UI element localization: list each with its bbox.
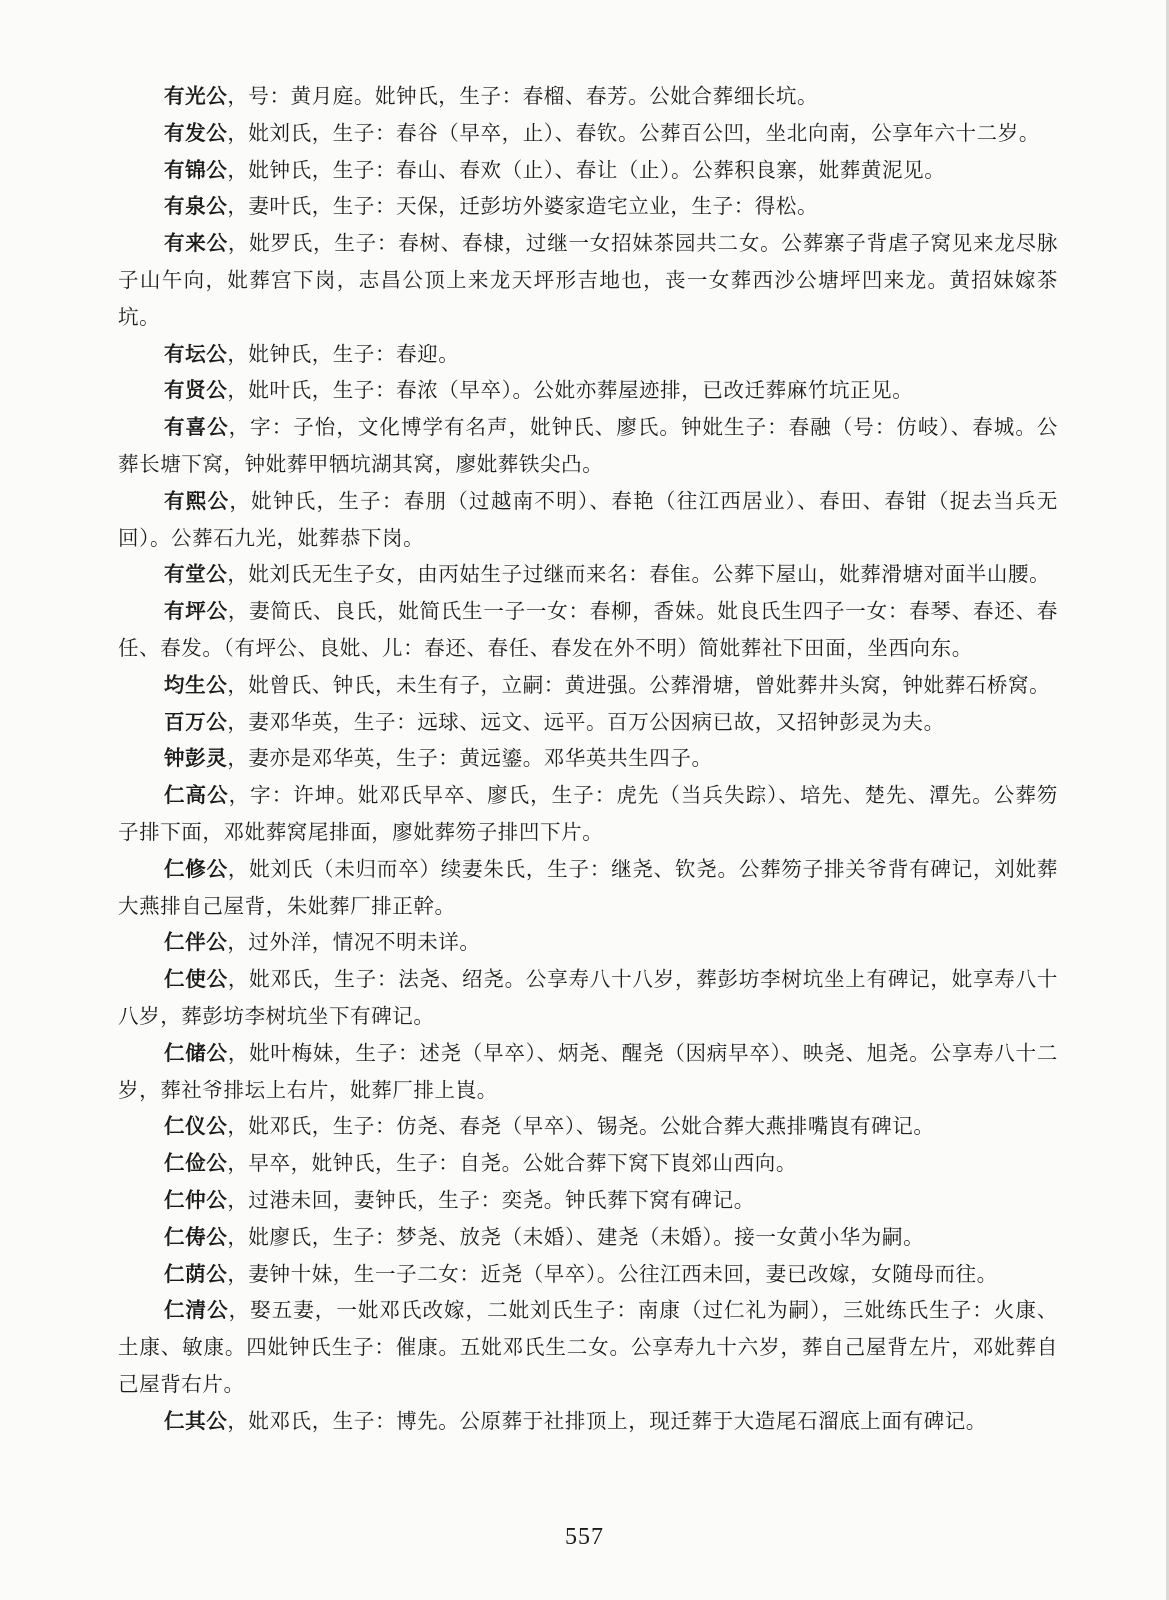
- entry-text: ，妻亦是邓华英，生子：黄远鎏。邓华英共生四子。: [227, 746, 713, 771]
- entry-text: ，字：子怡，文化博学有名声，妣钟氏、廖氏。钟妣生子：春融（号：仿岐）、春城。公葬长塘下窝，钟妣葬甲牺坑湖其窝，廖妣葬铁尖凸。: [118, 415, 1058, 476]
- genealogy-entry: [118, 1256, 1058, 1293]
- entry-person-name: 有锦公: [164, 157, 228, 182]
- genealogy-entry: [118, 115, 1058, 152]
- genealogy-text-body: [118, 78, 1058, 1439]
- entry-person-name: 有贤公: [164, 378, 228, 403]
- entry-person-name: 仁荫公: [164, 1261, 228, 1286]
- entry-text: ，字：许坤。妣邓氏早卒、廖氏，生子：虎先（当兵失踪）、培先、楚先、潭先。公葬笏子排下面，邓妣葬窝尾排面，廖妣葬笏子排凹下片。: [118, 783, 1058, 844]
- entry-text: ，妣刘氏，生子：春谷（早卒，止）、春钦。公葬百公凹，坐北向南，公享年六十二岁。: [227, 120, 1040, 145]
- genealogy-entry: [118, 777, 1058, 851]
- entry-person-name: 有坪公: [164, 599, 228, 624]
- entry-text: ，妣叶氏，生子：春浓（早卒）。公妣亦葬屋迹排，已改迁葬麻竹坑正见。: [227, 378, 914, 403]
- entry-person-name: 均生公: [164, 672, 228, 697]
- entry-person-name: 有来公: [164, 231, 228, 256]
- genealogy-entry: [118, 372, 1058, 409]
- genealogy-entry: [118, 409, 1058, 483]
- entry-person-name: 有发公: [164, 120, 228, 145]
- genealogy-entry: [118, 1182, 1058, 1219]
- entry-person-name: 钟彭灵: [164, 746, 228, 771]
- entry-text: ，妣钟氏，生子：春山、春欢（止）、春让（止）。公葬积良寨，妣葬黄泥见。: [227, 157, 946, 182]
- genealogy-entry: [118, 152, 1058, 189]
- genealogy-entry: [118, 704, 1058, 741]
- genealogy-entry: [118, 740, 1058, 777]
- entry-person-name: 有熙公: [164, 488, 230, 513]
- page-number: 557: [565, 1524, 604, 1550]
- genealogy-entry: [118, 1292, 1058, 1402]
- entry-person-name: 仁高公: [164, 783, 229, 808]
- entry-person-name: 仁修公: [164, 856, 228, 881]
- genealogy-entry: [118, 225, 1058, 335]
- entry-text: ，娶五妻，一妣邓氏改嫁，二妣刘氏生子：南康（过仁礼为嗣），三妣练氏生子：火康、土康、敏康。四妣钟氏生子：催康。五妣邓氏生二女。公享寿九十六岁，葬自己屋背左片，邓妣葬自己屋背右片。: [118, 1298, 1058, 1396]
- entry-person-name: 百万公: [164, 709, 228, 734]
- entry-person-name: 有泉公: [164, 194, 228, 219]
- entry-text: ，号：黄月庭。妣钟氏，生子：春榴、春芳。公妣合葬细长坑。: [227, 84, 819, 108]
- entry-person-name: 仁其公: [164, 1408, 228, 1433]
- entry-person-name: 仁仪公: [164, 1114, 228, 1139]
- entry-person-name: 仁俭公: [164, 1151, 228, 1176]
- entry-text: ，妣叶梅妹，生子：述尧（早卒）、炳尧、醒尧（因病早卒）、映尧、旭尧。公享寿八十二岁，葬社爷排坛上右片，妣葬厂排上崀。: [118, 1040, 1058, 1102]
- genealogy-entry: [118, 483, 1058, 557]
- genealogy-entry: [118, 593, 1058, 667]
- genealogy-entry: [118, 1035, 1058, 1109]
- entry-person-name: 有光公: [164, 84, 228, 108]
- genealogy-entry: [118, 1403, 1058, 1440]
- genealogy-entry: [118, 667, 1058, 704]
- entry-person-name: 有喜公: [164, 415, 229, 440]
- entry-text: ，妣钟氏，生子：春迎。: [227, 341, 460, 366]
- entry-text: ，妣邓氏，生子：博先。公原葬于社排顶上，现迁葬于大造尾石溜底上面有碑记。: [227, 1408, 987, 1433]
- entry-text: ，妻邓华英，生子：远球、远文、远平。百万公因病已故，又招钟彭灵为夫。: [227, 709, 945, 734]
- entry-text: ，妣钟氏，生子：春朋（过越南不明）、春艳（往江西居业）、春田、春钳（捉去当兵无回）。公葬石九光，妣葬恭下岗。: [118, 488, 1058, 550]
- genealogy-entry: [118, 1145, 1058, 1182]
- genealogy-entry: [118, 924, 1058, 961]
- entry-text: ，妻叶氏，生子：天保，迁彭坊外婆家造宅立业，生子：得松。: [227, 194, 819, 219]
- entry-text: ，早卒，妣钟氏，生子：自尧。公妣合葬下窝下崀郊山西向。: [227, 1151, 798, 1176]
- entry-person-name: 有坛公: [164, 341, 228, 366]
- entry-person-name: 有堂公: [164, 562, 228, 587]
- entry-text: ，妣罗氏，生子：春树、春棣，过继一女招妹茶园共二女。公葬寨子背虐子窝见来龙尽脉子山午向，妣葬宫下岗，志昌公顶上来龙天坪形吉地也，丧一女葬西沙公塘坪凹来龙。黄招妹嫁茶坑。: [118, 231, 1058, 329]
- genealogy-entry: [118, 188, 1058, 225]
- entry-text: ，妣刘氏无生子女，由丙姑生子过继而来名：春隹。公葬下屋山，妣葬滑塘对面半山腰。: [227, 562, 1051, 587]
- entry-text: ，妣廖氏，生子：梦尧、放尧（未婚）、建尧（未婚）。接一女黄小华为嗣。: [227, 1224, 925, 1249]
- genealogy-entry: [118, 851, 1058, 925]
- entry-text: ，妣曾氏、钟氏，未生有子，立嗣：黄进强。公葬滑塘，曾妣葬井头窝，钟妣葬石桥窝。: [227, 672, 1051, 697]
- entry-text: ，过港未回，妻钟氏，生子：奕尧。钟氏葬下窝有碑记。: [227, 1187, 755, 1212]
- entry-text: ，妻简氏、良氏，妣简氏生一子一女：春柳，香妹。妣良氏生四子一女：春琴、春还、春任、春发。（有坪公、良妣、儿：春还、春任、春发在外不明）简妣葬社下田面，坐西向东。: [118, 599, 1058, 660]
- entry-person-name: 仁仲公: [164, 1187, 228, 1212]
- genealogy-entry: [118, 556, 1058, 593]
- genealogy-entry: [118, 1219, 1058, 1256]
- genealogy-entry: [118, 1108, 1058, 1145]
- entry-text: ，过外洋，情况不明未详。: [227, 930, 481, 955]
- entry-person-name: 仁储公: [164, 1040, 228, 1065]
- entry-person-name: 仁清公: [164, 1298, 229, 1323]
- entry-person-name: 仁伴公: [164, 930, 228, 955]
- genealogy-entry: [118, 336, 1058, 373]
- entry-text: ，妣邓氏，生子：法尧、绍尧。公享寿八十八岁，葬彭坊李树坑坐上有碑记，妣享寿八十八岁，葬彭坊李树坑坐下有碑记。: [118, 967, 1058, 1028]
- genealogy-entry: [118, 78, 1058, 115]
- entry-person-name: 仁俦公: [164, 1224, 228, 1249]
- entry-text: ，妣邓氏，生子：仿尧、春尧（早卒）、锡尧。公妣合葬大燕排嘴崀有碑记。: [227, 1114, 935, 1139]
- entry-person-name: 仁使公: [164, 967, 228, 992]
- genealogy-entry: [118, 961, 1058, 1035]
- entry-text: ，妣刘氏（未归而卒）续妻朱氏，生子：继尧、钦尧。公葬笏子排关爷背有碑记，刘妣葬大燕排自己屋背，朱妣葬厂排正幹。: [118, 856, 1058, 918]
- entry-text: ，妻钟十妹，生一子二女：近尧（早卒）。公往江西未回，妻已改嫁，女随母而往。: [227, 1261, 998, 1286]
